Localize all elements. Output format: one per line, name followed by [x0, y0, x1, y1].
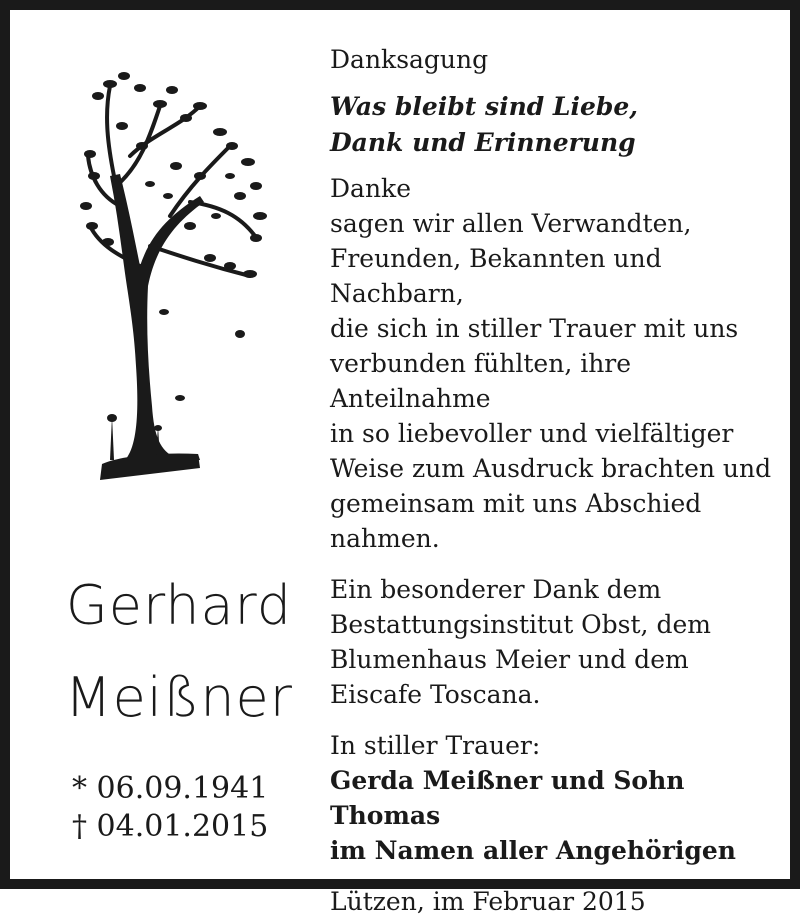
life-dates: [72, 770, 268, 846]
mourning-intro: In stiller Trauer:: [330, 731, 541, 760]
special-thanks-paragraph: [330, 572, 790, 712]
text-line: Bestattungsinstitut Obst, dem: [330, 610, 711, 639]
thanks-paragraph: [330, 171, 790, 556]
mourner-line: Gerda Meißner und Sohn Thomas: [330, 766, 685, 830]
text-line: Freunden, Bekannten und Nachbarn,: [330, 244, 662, 308]
motto-line: Was bleibt sind Liebe,: [330, 92, 638, 121]
text-line: sagen wir allen Verwandten,: [330, 209, 692, 238]
tree-icon: [80, 66, 280, 486]
text-line: Blumenhaus Meier und dem: [330, 645, 689, 674]
text-line: Ein besonderer Dank dem: [330, 575, 662, 604]
text-line: Eiscafe Toscana.: [330, 680, 541, 709]
text-line: nahmen.: [330, 524, 440, 553]
text-line: in so liebevoller und vielfältiger: [330, 419, 734, 448]
text-line: die sich in stiller Trauer mit uns: [330, 314, 739, 343]
text-line: verbunden fühlten, ihre Anteilnahme: [330, 349, 632, 413]
motto-line: Dank und Erinnerung: [330, 128, 636, 157]
birth-date: * 06.09.1941: [72, 771, 269, 806]
mourner-line: im Namen aller Angehörigen: [330, 836, 736, 865]
text-line: Danke: [330, 174, 411, 203]
motto: [330, 89, 790, 161]
notice-text: [330, 42, 790, 919]
place-date: Lützen, im Februar 2015: [330, 887, 646, 916]
text-line: Weise zum Ausdruck brachten und: [330, 454, 772, 483]
death-date: † 04.01.2015: [72, 809, 269, 844]
deceased-last-name: Meißner: [65, 666, 293, 729]
text-line: gemeinsam mit uns Abschied: [330, 489, 702, 518]
deceased-first-name: Gerhard: [65, 574, 293, 637]
notice-heading: Danksagung: [330, 45, 489, 74]
